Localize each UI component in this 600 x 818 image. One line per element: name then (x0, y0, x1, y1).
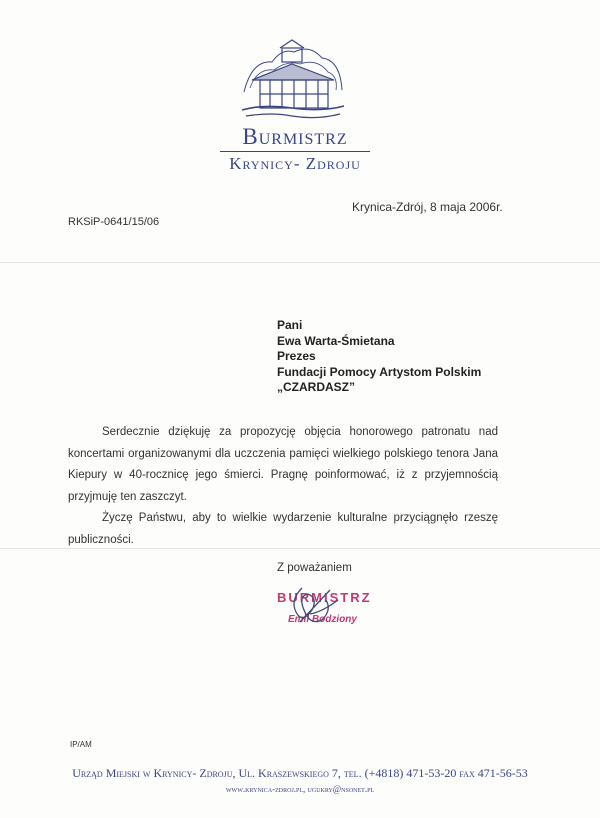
letter-body (68, 422, 498, 551)
recipient-line: „CZARDASZ” (277, 380, 355, 394)
recipient-line: Prezes (277, 349, 316, 363)
signature-icon (282, 580, 352, 635)
pavilion-icon (232, 30, 352, 130)
body-paragraph: Życzę Państwu, aby to wielkie wydarzenie kulturalne przyciągnęło rzeszę publiczności. (68, 512, 498, 546)
initials: IP/AM (70, 740, 92, 749)
recipient-line: Fundacji Pomocy Artystom Polskim (277, 364, 482, 379)
stamp-title: BURMISTRZ (277, 590, 372, 605)
letterhead-title: Burmistrz (242, 124, 348, 149)
stamp-name: Emil Bodziony (288, 614, 357, 625)
recipient-line: Pani (277, 318, 303, 332)
reference-number: RKSiP-0641/15/06 (68, 216, 160, 228)
footer-address: Urząd Miejski w Krynicy- Zdroju, Ul. Kraszewskiego 7, tel. (+4818) 471-53-20 fax 471-56-53 (72, 766, 528, 780)
letterhead-subtitle: Krynicy- Zdroju (229, 154, 361, 173)
closing-salutation: Z poważaniem (277, 562, 352, 574)
recipient-block (277, 318, 481, 396)
letterhead-rule (220, 151, 370, 152)
footer-contact: www.krynica-zdroj.pl, ugukry@nsonet.pl (225, 784, 375, 794)
recipient-line: Ewa Warta-Śmietana (277, 333, 395, 348)
body-paragraph: Serdecznie dziękuję za propozycję objęcia honorowego patronatu nad koncertami organizowanymi dla uczczenia pamięci wielkiego polskiego tenora Jana Kiepury w 40-rocznicę jego śmierci. Pragnę poinformować, iż z przyjemnością przyjmuję ten zaszczyt. (68, 426, 498, 503)
fold-line (0, 262, 600, 263)
letter-date: Krynica-Zdrój, 8 maja 2006r. (352, 200, 503, 214)
